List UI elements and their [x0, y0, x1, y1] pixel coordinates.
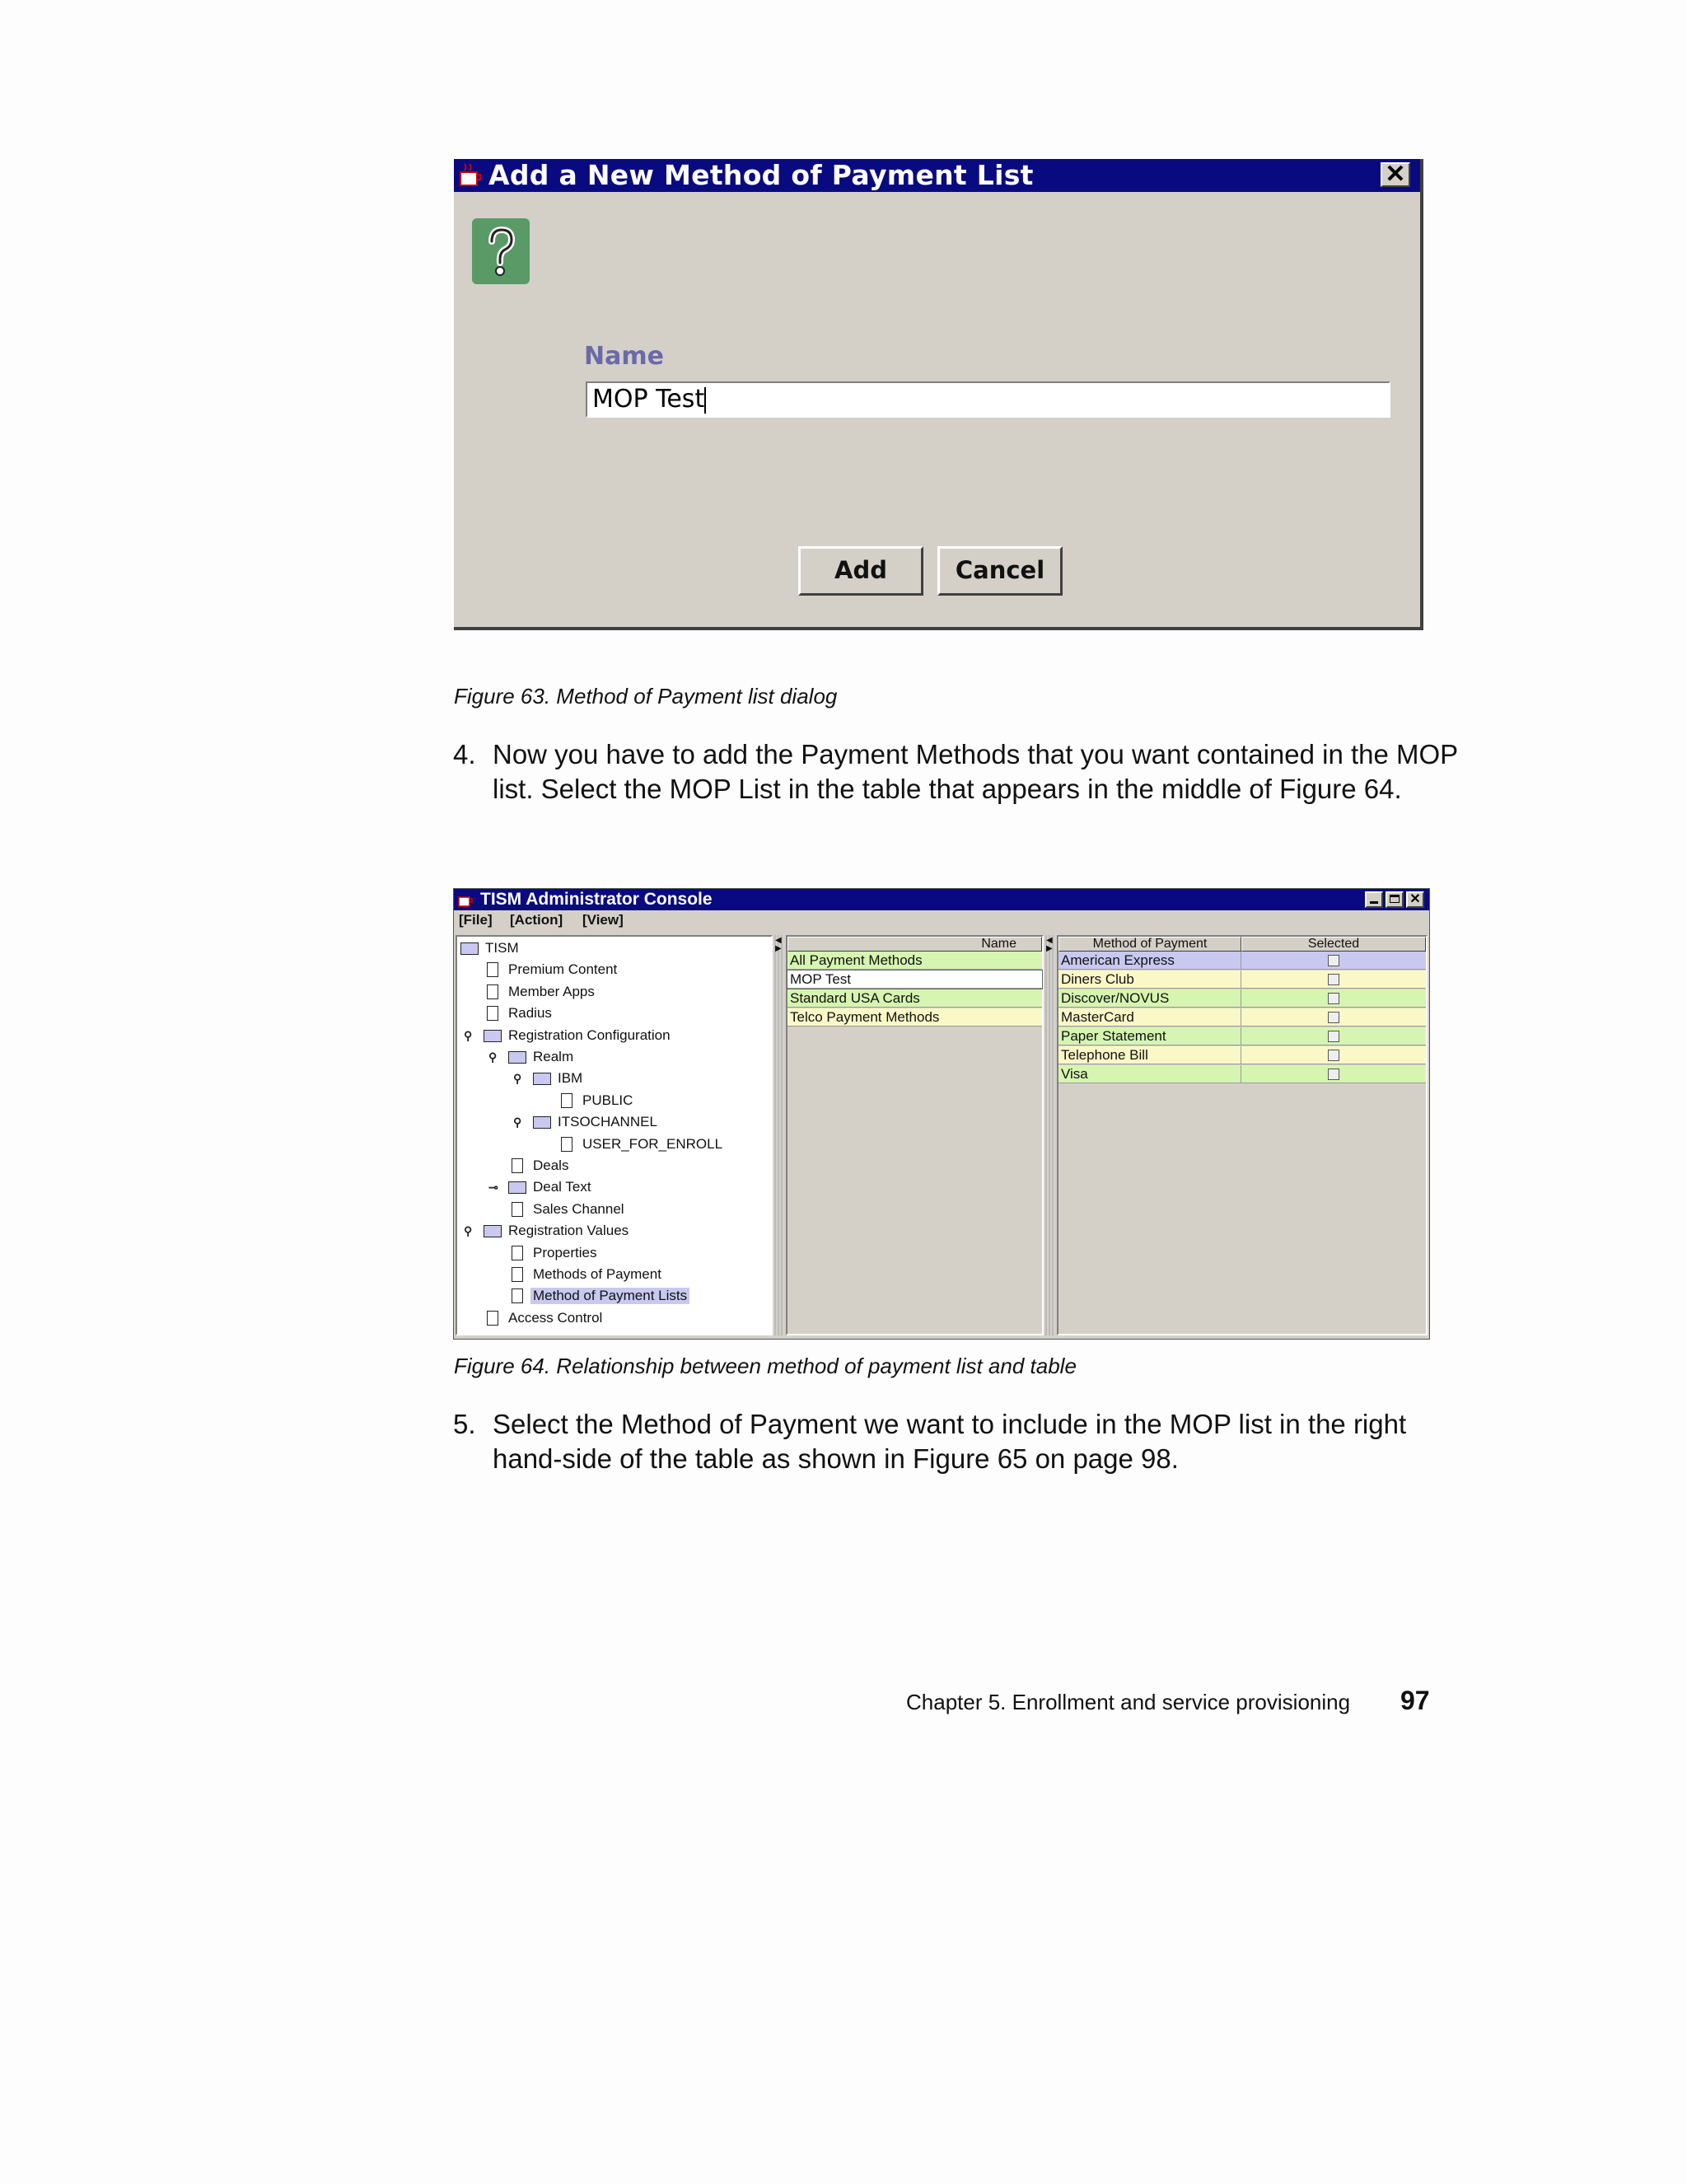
tree-item[interactable]: Premium Content: [508, 961, 618, 977]
step-4-text: Now you have to add the Payment Methods that you want contained in the MOP list. Select the MOP List in the table that appears in the middle of Figure 64.: [493, 739, 1458, 804]
mop-lists-table: [786, 935, 1044, 1335]
tree-item[interactable]: Registration Configuration: [508, 1027, 671, 1043]
methods-of-payment-table: [1057, 935, 1428, 1335]
page-number: 97: [1400, 1686, 1430, 1715]
mop-list-row[interactable]: MOP Test: [787, 970, 1042, 989]
collapse-left-arrow-icon[interactable]: ◀ ▶: [775, 936, 782, 953]
mop-list-row[interactable]: Telco Payment Methods: [787, 1008, 1042, 1027]
method-row[interactable]: Visa: [1058, 1065, 1241, 1083]
expanded-node-icon[interactable]: ⚲: [513, 1115, 522, 1129]
close-icon: ✕: [1409, 892, 1421, 906]
cancel-button[interactable]: Cancel: [937, 546, 1063, 596]
method-row[interactable]: Paper Statement: [1058, 1027, 1241, 1045]
java-cup-icon: [457, 162, 484, 189]
step-5: [453, 1407, 1483, 1481]
right-splitter[interactable]: [1045, 935, 1055, 1335]
selected-checkbox[interactable]: [1328, 1012, 1339, 1023]
tree-item[interactable]: Radius: [508, 1005, 552, 1021]
folder-icon: [533, 1073, 551, 1085]
menu-view[interactable]: [View]: [582, 912, 624, 928]
document-icon: [512, 1267, 523, 1282]
selected-checkbox[interactable]: [1328, 974, 1339, 985]
folder-icon: [508, 1181, 526, 1194]
tree-item[interactable]: Methods of Payment: [533, 1266, 661, 1282]
expanded-node-icon[interactable]: ⚲: [464, 1224, 473, 1237]
tree-item[interactable]: TISM: [485, 940, 519, 956]
figure-63-caption: Figure 63. Method of Payment list dialog: [454, 684, 838, 709]
name-label: Name: [584, 342, 664, 371]
folder-icon: [484, 1225, 502, 1237]
selected-checkbox[interactable]: [1328, 1031, 1339, 1042]
step-5-text: Select the Method of Payment we want to include in the MOP list in the right hand-side of the table as shown in Figure 65 on page 98.: [493, 1409, 1407, 1474]
selected-checkbox[interactable]: [1328, 1069, 1339, 1080]
tree-item[interactable]: Deal Text: [533, 1179, 591, 1195]
method-of-payment-header[interactable]: Method of Payment: [1058, 937, 1241, 952]
tree-item[interactable]: Deals: [533, 1157, 569, 1173]
folder-icon: [508, 1051, 526, 1064]
add-button[interactable]: Add: [798, 546, 923, 596]
mop-list-row[interactable]: All Payment Methods: [787, 952, 1042, 970]
figure-64-caption: Figure 64. Relationship between method of payment list and table: [454, 1354, 1077, 1378]
mop-lists-name-header[interactable]: Name: [787, 937, 1042, 952]
expanded-node-icon[interactable]: ⚲: [464, 1029, 473, 1042]
tree-item[interactable]: Sales Channel: [533, 1201, 624, 1217]
collapse-right-arrow-icon[interactable]: ◀ ▶: [1046, 936, 1053, 953]
method-row[interactable]: American Express: [1058, 952, 1241, 970]
left-splitter[interactable]: [774, 935, 784, 1335]
close-window-button[interactable]: [1406, 891, 1424, 908]
menu-file[interactable]: [File]: [459, 912, 493, 928]
expanded-node-icon[interactable]: ⚲: [488, 1050, 498, 1064]
document-icon: [512, 1158, 523, 1173]
close-button[interactable]: ✕: [1381, 162, 1410, 187]
document-icon: [512, 1246, 523, 1260]
mop-list-row[interactable]: Standard USA Cards: [787, 989, 1042, 1008]
console-titlebar: [454, 889, 1429, 910]
dialog-title: Add a New Method of Payment List: [488, 159, 1034, 191]
console-title: TISM Administrator Console: [480, 890, 713, 909]
step-5-number: 5.: [453, 1409, 476, 1439]
maximize-button[interactable]: [1386, 891, 1404, 908]
selected-checkbox[interactable]: [1328, 955, 1339, 966]
document-icon: [561, 1093, 572, 1108]
text-caret: [704, 387, 706, 414]
document-icon: [487, 1311, 498, 1326]
document-icon: [487, 1006, 498, 1021]
tree-item[interactable]: Access Control: [508, 1310, 603, 1326]
method-row[interactable]: Discover/NOVUS: [1058, 989, 1241, 1008]
method-row[interactable]: MasterCard: [1058, 1008, 1241, 1027]
name-input-value: MOP Test: [592, 385, 705, 414]
tree-item[interactable]: Method of Payment Lists: [530, 1288, 689, 1304]
navigation-tree: [456, 935, 773, 1335]
selected-header[interactable]: Selected: [1241, 937, 1426, 952]
menu-action[interactable]: [Action]: [510, 912, 563, 928]
step-4-number: 4.: [453, 739, 476, 769]
document-icon: [512, 1202, 523, 1217]
footer-chapter: Chapter 5. Enrollment and service provisioning: [906, 1690, 1351, 1714]
selected-checkbox[interactable]: [1328, 993, 1339, 1004]
add-mop-list-dialog: [454, 159, 1423, 630]
java-cup-icon: [456, 891, 474, 909]
minimize-icon: [1370, 901, 1378, 904]
dialog-titlebar: [454, 159, 1420, 192]
tree-item[interactable]: PUBLIC: [582, 1092, 633, 1108]
expanded-node-icon[interactable]: ⚲: [513, 1072, 522, 1085]
tree-item[interactable]: Properties: [533, 1245, 597, 1260]
tree-item[interactable]: Member Apps: [508, 984, 595, 999]
folder-icon: [484, 1030, 502, 1042]
minimize-button[interactable]: [1365, 891, 1383, 908]
question-icon: [472, 218, 530, 284]
tree-item[interactable]: USER_FOR_ENROLL: [582, 1136, 723, 1152]
tree-item[interactable]: Realm: [533, 1049, 574, 1064]
menu-bar: [454, 912, 1429, 930]
tree-item[interactable]: ITSOCHANNEL: [558, 1114, 657, 1129]
step-4: [453, 737, 1483, 841]
maximize-icon: [1390, 895, 1400, 903]
name-input[interactable]: [586, 381, 1390, 418]
folder-icon: [460, 942, 479, 955]
selected-checkbox[interactable]: [1328, 1050, 1339, 1061]
method-row[interactable]: Diners Club: [1058, 970, 1241, 989]
folder-icon: [533, 1116, 551, 1129]
method-row[interactable]: Telephone Bill: [1058, 1046, 1241, 1064]
document-icon: [561, 1137, 572, 1152]
document-icon: [487, 962, 498, 977]
collapsed-node-icon[interactable]: ⊸: [488, 1181, 498, 1194]
tree-item[interactable]: IBM: [558, 1070, 583, 1086]
admin-console-window: [453, 888, 1430, 1340]
tree-item[interactable]: Registration Values: [508, 1223, 629, 1238]
document-icon: [512, 1288, 523, 1303]
document-icon: [487, 984, 498, 999]
